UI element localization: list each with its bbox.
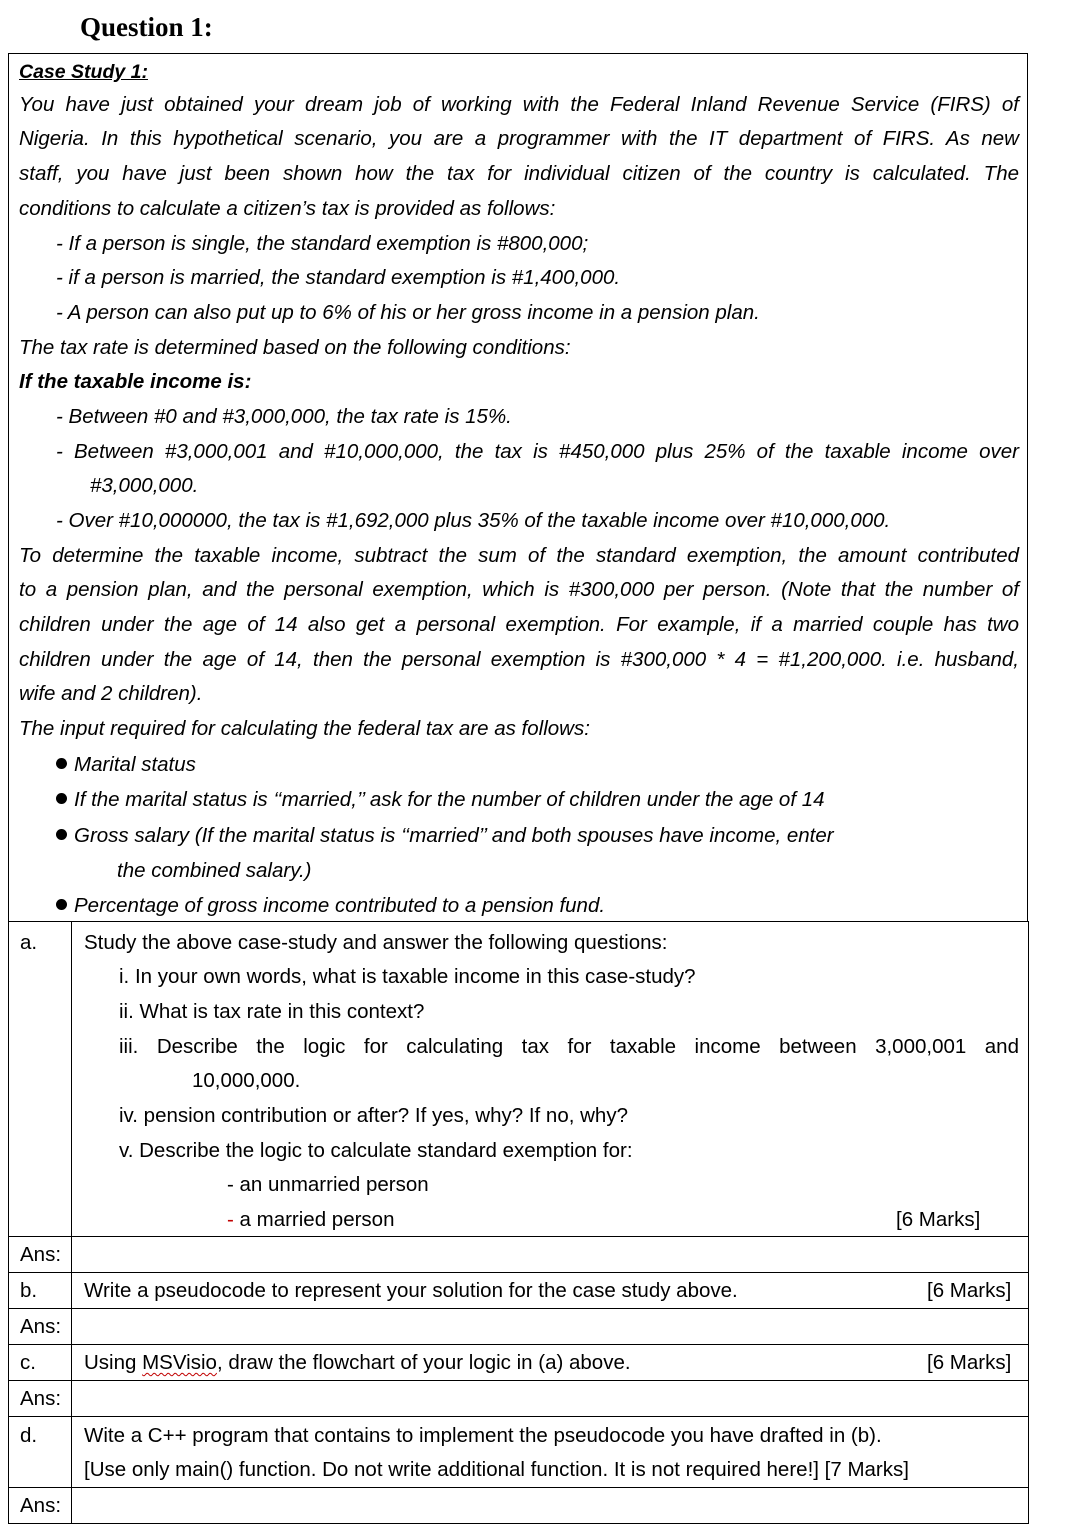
input-intro: The input required for calculating the federal tax are as follows: (19, 717, 590, 740)
taxable-text-line: children under the age of 14 also get a personal exemption. For example, if a married couple has two (19, 613, 1019, 636)
sub-question: iv. pension contribution or after? If yes, why? If no, why? (119, 1104, 628, 1127)
answer-area-a[interactable] (72, 1237, 1028, 1272)
intro-line: You have just obtained your dream job of working with the Federal Inland Revenue Service (FIRS) of (19, 93, 1019, 116)
answer-row (9, 1237, 1029, 1273)
question-d-row (9, 1417, 1029, 1488)
question-b-text: Write a pseudocode to represent your solution for the case study above. (84, 1279, 738, 1302)
question-d-line: [Use only main() function. Do not write additional function. It is not required here!] [7 Marks] (84, 1458, 909, 1481)
answer-area-d[interactable] (72, 1488, 1028, 1523)
taxable-text-line: to a pension plan, and the personal exemption, which is #300,000 per person. (Note that the number of (19, 578, 1019, 601)
exemption-item: - if a person is married, the standard exemption is #1,400,000. (56, 266, 621, 289)
bracket-item: - Between #3,000,001 and #10,000,000, the tax is #450,000 plus 25% of the taxable income over (56, 440, 1019, 463)
input-bullet: If the marital status is ‘‘married,’’ ask for the number of children under the age of 14 (56, 787, 825, 813)
sub-item: - a married person (227, 1208, 395, 1231)
exemption-item: - A person can also put up to 6% of his or her gross income in a pension plan. (56, 301, 760, 324)
taxable-text-line: wife and 2 children). (19, 682, 203, 705)
question-label: a. (20, 931, 38, 954)
taxable-text-line: children under the age of 14, then the personal exemption is #300,000 * 4 = #1,200,000. i.e. husband, (19, 648, 1019, 671)
answer-row (9, 1381, 1029, 1417)
case-study-heading: Case Study 1: (19, 61, 148, 83)
ans-label: Ans: (20, 1387, 62, 1410)
bracket-item: - Between #0 and #3,000,000, the tax rate is 15%. (56, 405, 512, 428)
question-title: Question 1: (80, 12, 213, 42)
input-bullet: Percentage of gross income contributed to a pension fund. (56, 893, 605, 919)
rate-intro: The tax rate is determined based on the following conditions: (19, 336, 571, 359)
intro-line: Nigeria. In this hypothetical scenario, you are a programmer with the IT department of FIRS. As new (19, 127, 1019, 150)
taxable-text-line: To determine the taxable income, subtract the sum of the standard exemption, the amount contributed (19, 544, 1019, 567)
sub-question: ii. What is tax rate in this context? (119, 1000, 425, 1023)
answer-row (9, 1309, 1029, 1345)
marks-label: [6 Marks] (927, 1279, 1012, 1302)
sub-question-continued: 10,000,000. (192, 1069, 301, 1092)
bullet-dot-icon (56, 829, 67, 840)
bracket-item-continued: #3,000,000. (90, 474, 199, 497)
bullet-dot-icon (56, 899, 67, 910)
taxable-heading: If the taxable income is: (19, 370, 252, 393)
ans-label: Ans: (20, 1315, 62, 1338)
input-bullet-continued: the combined salary.) (117, 859, 312, 882)
marks-label: [6 Marks] (927, 1351, 1012, 1374)
questions-table (8, 921, 1029, 1524)
question-c-text: Using MSVisio, draw the flowchart of your logic in (a) above. (84, 1351, 631, 1374)
ans-label: Ans: (20, 1494, 62, 1517)
intro-line: staff, you have just been shown how the tax for individual citizen of the country is calculated. The (19, 162, 1019, 185)
question-a-intro: Study the above case-study and answer the following questions: (84, 931, 668, 954)
bullet-dot-icon (56, 793, 67, 804)
spellcheck-underlined-word: MSVisio (142, 1351, 217, 1374)
answer-area-c[interactable] (72, 1381, 1028, 1416)
sub-question: v. Describe the logic to calculate standard exemption for: (119, 1139, 633, 1162)
question-label: b. (20, 1279, 38, 1302)
sub-item: - an unmarried person (227, 1173, 429, 1196)
question-label: c. (20, 1351, 36, 1374)
question-c-row (9, 1345, 1029, 1381)
question-b-row (9, 1273, 1029, 1309)
question-label: d. (20, 1424, 38, 1447)
input-bullet: Marital status (56, 752, 196, 778)
sub-question: i. In your own words, what is taxable income in this case-study? (119, 965, 696, 988)
marks-label: [6 Marks] (896, 1208, 981, 1231)
question-a-row (9, 922, 1029, 1237)
sub-question: iii. Describe the logic for calculating tax for taxable income between 3,000,001 and (119, 1035, 1019, 1058)
bracket-item: - Over #10,000000, the tax is #1,692,000 plus 35% of the taxable income over #10,000,000. (56, 509, 891, 532)
intro-line: conditions to calculate a citizen’s tax is provided as follows: (19, 197, 556, 220)
question-d-line: Wite a C++ program that contains to implement the pseudocode you have drafted in (b). (84, 1424, 882, 1447)
ans-label: Ans: (20, 1243, 62, 1266)
input-bullet: Gross salary (If the marital status is ‘‘married’’ and both spouses have income, enter (56, 823, 834, 849)
answer-row (9, 1488, 1029, 1524)
bullet-dot-icon (56, 758, 67, 769)
answer-area-b[interactable] (72, 1309, 1028, 1344)
exemption-item: - If a person is single, the standard exemption is #800,000; (56, 232, 589, 255)
